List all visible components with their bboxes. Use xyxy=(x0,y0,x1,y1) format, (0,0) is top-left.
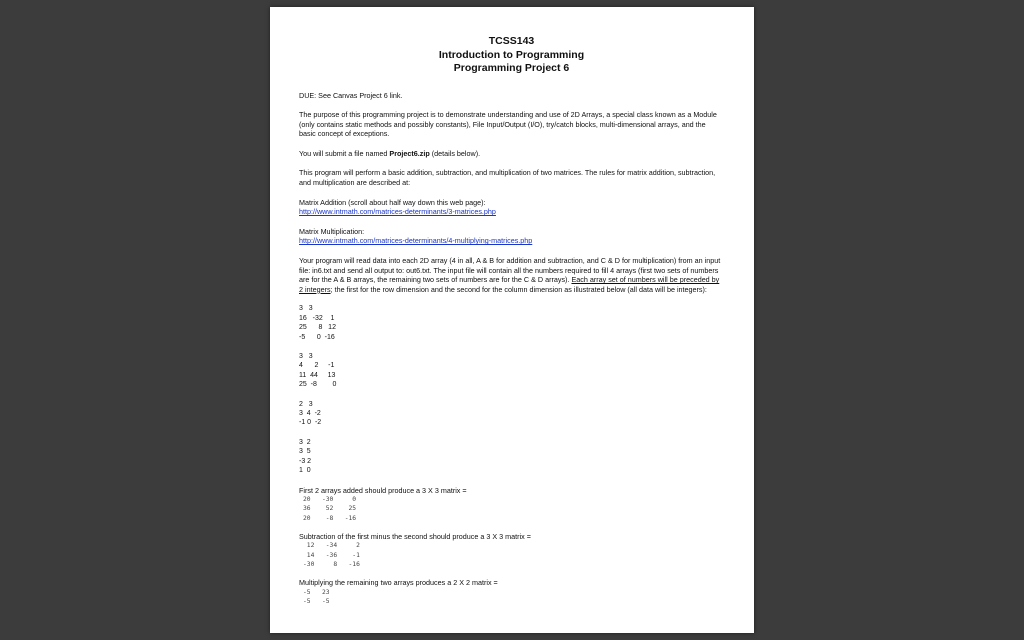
submit-paragraph: You will submit a file named Project6.zip (details below). xyxy=(299,148,481,158)
matrix-row: 3 3 xyxy=(299,305,313,313)
matrix-row: 4 2 -1 xyxy=(299,362,335,370)
result-row: -30 8 -16 xyxy=(303,560,360,568)
matrix-addition-link[interactable]: http://www.intmath.com/matrices-determinants/3-matrices.php xyxy=(299,207,496,217)
matrix-addition-label: Matrix Addition (scroll about half way down this web page): xyxy=(299,197,486,207)
matrix-row: -3 2 xyxy=(299,457,312,465)
matrix-row: 25 -8 0 xyxy=(299,381,337,389)
matrix-row: 11 44 13 xyxy=(299,371,336,379)
result-row: 36 52 25 xyxy=(303,505,357,513)
result-row: -5 23 xyxy=(303,588,330,596)
read-data-paragraph: Your program will read data into each 2D array (4 in all, A & B for addition and subtraction, and C & D for multiplication) from an input file: in6.txt and send all output to: out6.txt. The input file will contain all the numbers required to fill 4 arrays (first two sets of numbers are for the A & B arrays, the remaining two sets of numbers are for the C & D arrays). Each array set of numbers will be preceded by 2 integers; the first for the row dimension and the second for the column dimension as illustrated below (all data will be integers): xyxy=(299,256,721,294)
project-title: Programming Project 6 xyxy=(453,62,570,74)
result-row: 20 -30 0 xyxy=(303,496,357,504)
matrix-row: -1 0 -2 xyxy=(299,419,322,427)
result-row: 20 -8 -16 xyxy=(303,514,357,522)
matrix-row: -5 0 -16 xyxy=(299,333,335,341)
matrix-row: 2 3 xyxy=(299,400,313,408)
result-row: 14 -36 -1 xyxy=(303,551,360,559)
underlined-rule: Each array set of numbers will be preceded by 2 integers xyxy=(299,275,720,294)
matrix-multiplication-link[interactable]: http://www.intmath.com/matrices-determinants/4-multiplying-matrices.php xyxy=(299,236,533,246)
matrix-row: 16 -32 1 xyxy=(299,314,335,322)
result-row: 12 -34 2 xyxy=(303,542,360,550)
addition-label: First 2 arrays added should produce a 3 X 3 matrix = xyxy=(299,485,467,495)
input-set-2 xyxy=(299,352,724,390)
document-title xyxy=(299,35,724,76)
subtraction-result xyxy=(299,532,724,569)
input-set-1 xyxy=(299,304,724,342)
due-line: DUE: See Canvas Project 6 link. xyxy=(299,90,403,100)
matrix-row: 3 5 xyxy=(299,448,311,456)
course-code: TCSS143 xyxy=(488,35,535,47)
matrix-row: 3 4 -2 xyxy=(299,410,321,418)
matrix-row: 25 8 12 xyxy=(299,324,336,332)
multiplication-label: Multiplying the remaining two arrays produces a 2 X 2 matrix = xyxy=(299,577,498,587)
program-description: This program will perform a basic addition, subtraction, and multiplication of two matrices. The rules for matrix addition, subtraction, and multiplication are described at: xyxy=(299,168,716,188)
multiplication-result xyxy=(299,578,724,606)
result-row: -5 -5 xyxy=(303,597,330,605)
subtraction-label: Subtraction of the first minus the second should produce a 3 X 3 matrix = xyxy=(299,531,531,541)
matrix-multiplication-label: Matrix Multiplication: xyxy=(299,226,365,236)
matrix-addition-block xyxy=(299,198,724,217)
matrix-row: 3 2 xyxy=(299,438,311,446)
matrix-row: 3 3 xyxy=(299,353,313,361)
input-set-4 xyxy=(299,438,724,476)
document-page xyxy=(270,7,754,633)
course-title: Introduction to Programming xyxy=(438,48,585,61)
addition-result xyxy=(299,486,724,523)
purpose-paragraph: The purpose of this programming project is to demonstrate understanding and use of 2D Arrays, a special class known as a Module (only contains static methods and possibly constants), File Input/Output (I/O), try/catch blocks, multi-dimensional arrays, and the basic concept of exceptions. xyxy=(299,110,717,139)
input-set-3 xyxy=(299,400,724,428)
matrix-multiplication-block xyxy=(299,227,724,246)
matrix-row: 1 0 xyxy=(299,467,311,475)
submit-filename: Project6.zip xyxy=(389,148,430,158)
